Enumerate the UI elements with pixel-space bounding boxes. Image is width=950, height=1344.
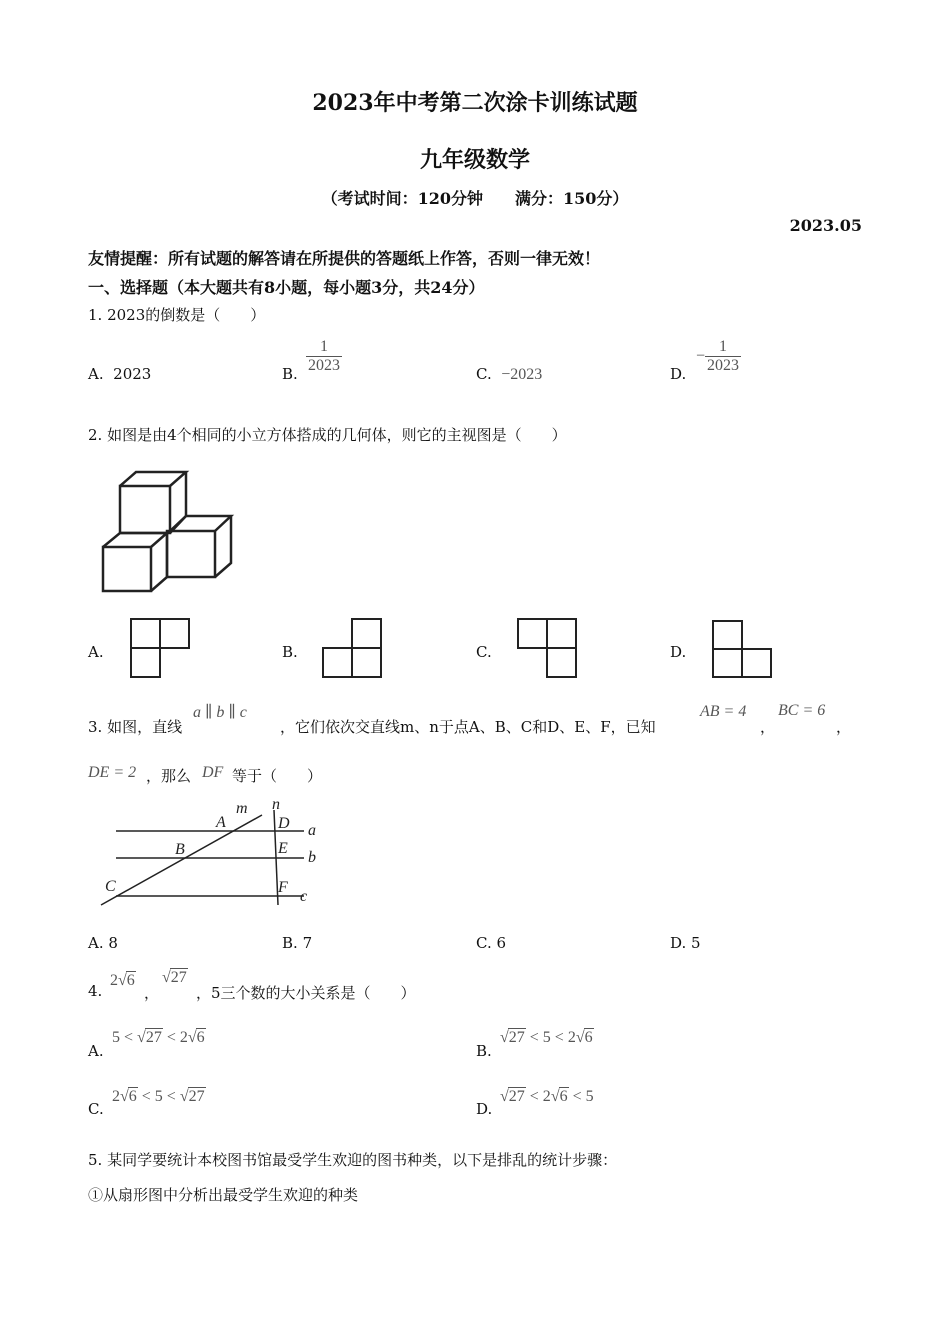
q4-suffix: ，5三个数的大小关系是（ ） <box>196 984 416 1002</box>
q4-expr2-rad: 27 <box>170 969 187 986</box>
q3-line2-mid: ，那么 <box>146 767 192 785</box>
q3-prefix: 3. 如图，直线 <box>88 718 183 736</box>
q4-prefix: 4. <box>88 982 103 1000</box>
q1-c-label: C. <box>476 365 492 383</box>
q4-option-b-expr: √27 < 5 < 2√6 <box>500 1029 593 1046</box>
q3-var-df: DF <box>202 764 224 781</box>
q3-middle: ，它们依次交直线m、n于点A、B、C和D、E、F，已知 <box>280 718 656 736</box>
exam-title: 2023年中考第二次涂卡训练试题 <box>312 90 638 116</box>
q4-a-rad1: 27 <box>145 1029 162 1046</box>
q4-expr2: √27 <box>162 969 187 986</box>
q4-sep: ， <box>144 984 160 1002</box>
q4-a-rad2: 6 <box>196 1029 205 1046</box>
left-cube-side <box>151 533 167 591</box>
q4-a-p1: 5 < <box>112 1029 134 1046</box>
q3-cond-bc: BC = 6 <box>778 702 826 719</box>
label-n: n <box>272 796 280 813</box>
q1-a-text: 2023 <box>113 365 152 383</box>
q3-sep: ， <box>760 718 776 736</box>
label-E: E <box>278 840 288 857</box>
q3-option-c <box>476 934 506 952</box>
left-cube-front <box>103 547 151 591</box>
q3-b-text: 7 <box>302 934 313 952</box>
q2-c-label: C. <box>476 643 492 661</box>
q4-expr1-coef: 2 <box>110 972 118 989</box>
q3-end: ， <box>836 718 852 736</box>
q3-d-label: D. <box>670 934 687 952</box>
q3-line2-end: 等于（ ） <box>232 767 323 785</box>
q1-stem: 1. 2023的倒数是（ ） <box>88 306 266 324</box>
q3-option-d <box>670 934 701 952</box>
q4-d-label: D. <box>476 1100 493 1118</box>
q3-c-label: C. <box>476 934 492 952</box>
q2-d-label: D. <box>670 643 687 661</box>
q3-cond-parallel: a ∥ b ∥ c <box>193 704 247 721</box>
q2-option-d-figure <box>712 620 774 680</box>
q3-a-label: A. <box>88 934 104 952</box>
q2-stem: 2. 如图是由4个相同的小立方体搭成的几何体，则它的主视图是（ ） <box>88 426 567 444</box>
q4-d-p1: < 2 <box>529 1088 551 1105</box>
right-cube-front <box>167 531 215 577</box>
q3-d-text: 5 <box>691 934 701 952</box>
q1-d-sign: − <box>696 347 706 365</box>
label-c: c <box>300 888 308 905</box>
q5-stem: 5. 某同学要统计本校图书馆最受学生欢迎的图书种类，以下是排乱的统计步骤： <box>88 1151 618 1169</box>
q2-b-label: B. <box>282 643 298 661</box>
exam-subtitle: 九年级数学 <box>419 147 530 173</box>
q1-option-d-label: D. <box>670 365 687 383</box>
label-A: A <box>216 814 226 831</box>
q4-d-rad1: 27 <box>508 1088 525 1105</box>
q4-a-p2: < 2 <box>166 1029 188 1046</box>
q1-option-b-fraction <box>306 338 342 375</box>
q4-b-label: B. <box>476 1042 492 1060</box>
q3-a-text: 8 <box>108 934 118 952</box>
exam-date: 2023.05 <box>789 216 862 235</box>
q4-option-a-expr: 5 < √27 < 2√6 <box>112 1029 205 1046</box>
q4-a-label: A. <box>88 1042 104 1060</box>
q1-option-c <box>476 365 542 384</box>
q1-c-text: −2023 <box>501 366 543 383</box>
q2-a-label: A. <box>88 643 104 661</box>
q3-option-b <box>282 934 312 952</box>
q4-b-p1: < 5 < 2 <box>529 1029 576 1046</box>
q2-option-c-figure <box>517 618 579 680</box>
q1-a-label: A. <box>88 365 104 383</box>
notice: 友情提醒：所有试题的解答请在所提供的答题纸上作答，否则一律无效！ <box>88 249 601 268</box>
q4-c-label: C. <box>88 1100 104 1118</box>
q4-option-c-expr: 2√6 < 5 < √27 <box>112 1088 205 1105</box>
q3-c-text: 6 <box>496 934 507 952</box>
exam-info: （考试时间：120分钟 满分：150分） <box>321 189 629 208</box>
q2-option-a-figure <box>130 618 192 680</box>
label-C: C <box>105 878 116 895</box>
q2-cube-figure <box>100 470 235 595</box>
q1-option-a <box>88 365 151 383</box>
label-D: D <box>278 815 290 832</box>
q1-b-den: 2023 <box>308 357 340 374</box>
q4-option-d-expr: √27 < 2√6 < 5 <box>500 1088 594 1105</box>
q1-b-num: 1 <box>320 338 328 355</box>
section-heading: 一、选择题（本大题共有8小题，每小题3分，共24分） <box>88 278 485 297</box>
q4-c-rad1: 6 <box>128 1088 137 1105</box>
q3-option-a <box>88 934 118 952</box>
q1-option-d-fraction <box>696 338 741 375</box>
left-cube-top <box>103 533 167 547</box>
q4-b-rad1: 27 <box>508 1029 525 1046</box>
right-cube-top <box>170 516 231 531</box>
q3-b-label: B. <box>282 934 298 952</box>
q4-expr1-rad: 6 <box>126 972 135 989</box>
q2-option-b-figure <box>322 618 384 680</box>
top-cube-front <box>120 486 170 533</box>
q4-b-rad2: 6 <box>584 1029 593 1046</box>
q1-option-b-label: B. <box>282 365 298 383</box>
q5-step1: ①从扇形图中分析出最受学生欢迎的种类 <box>88 1186 359 1204</box>
q4-c-p1: < 5 < <box>141 1088 176 1105</box>
q3-figure <box>96 795 336 915</box>
label-F: F <box>278 879 288 896</box>
q3-cond-de: DE = 2 <box>88 764 137 781</box>
q4-c-p0: 2 <box>112 1088 120 1105</box>
q1-d-num: 1 <box>719 338 728 355</box>
q4-d-p2: < 5 <box>572 1088 594 1105</box>
q1-d-den: 2023 <box>707 357 740 374</box>
label-B: B <box>175 841 185 858</box>
q3-cond-ab: AB = 4 <box>700 703 747 720</box>
label-m: m <box>236 800 248 817</box>
label-b: b <box>308 849 316 866</box>
top-cube-top <box>120 472 186 486</box>
q4-c-rad2: 27 <box>188 1088 205 1105</box>
line-m <box>101 815 262 905</box>
q4-expr1: 2√6 <box>110 972 135 989</box>
q4-d-rad2: 6 <box>559 1088 568 1105</box>
label-a: a <box>308 822 316 839</box>
